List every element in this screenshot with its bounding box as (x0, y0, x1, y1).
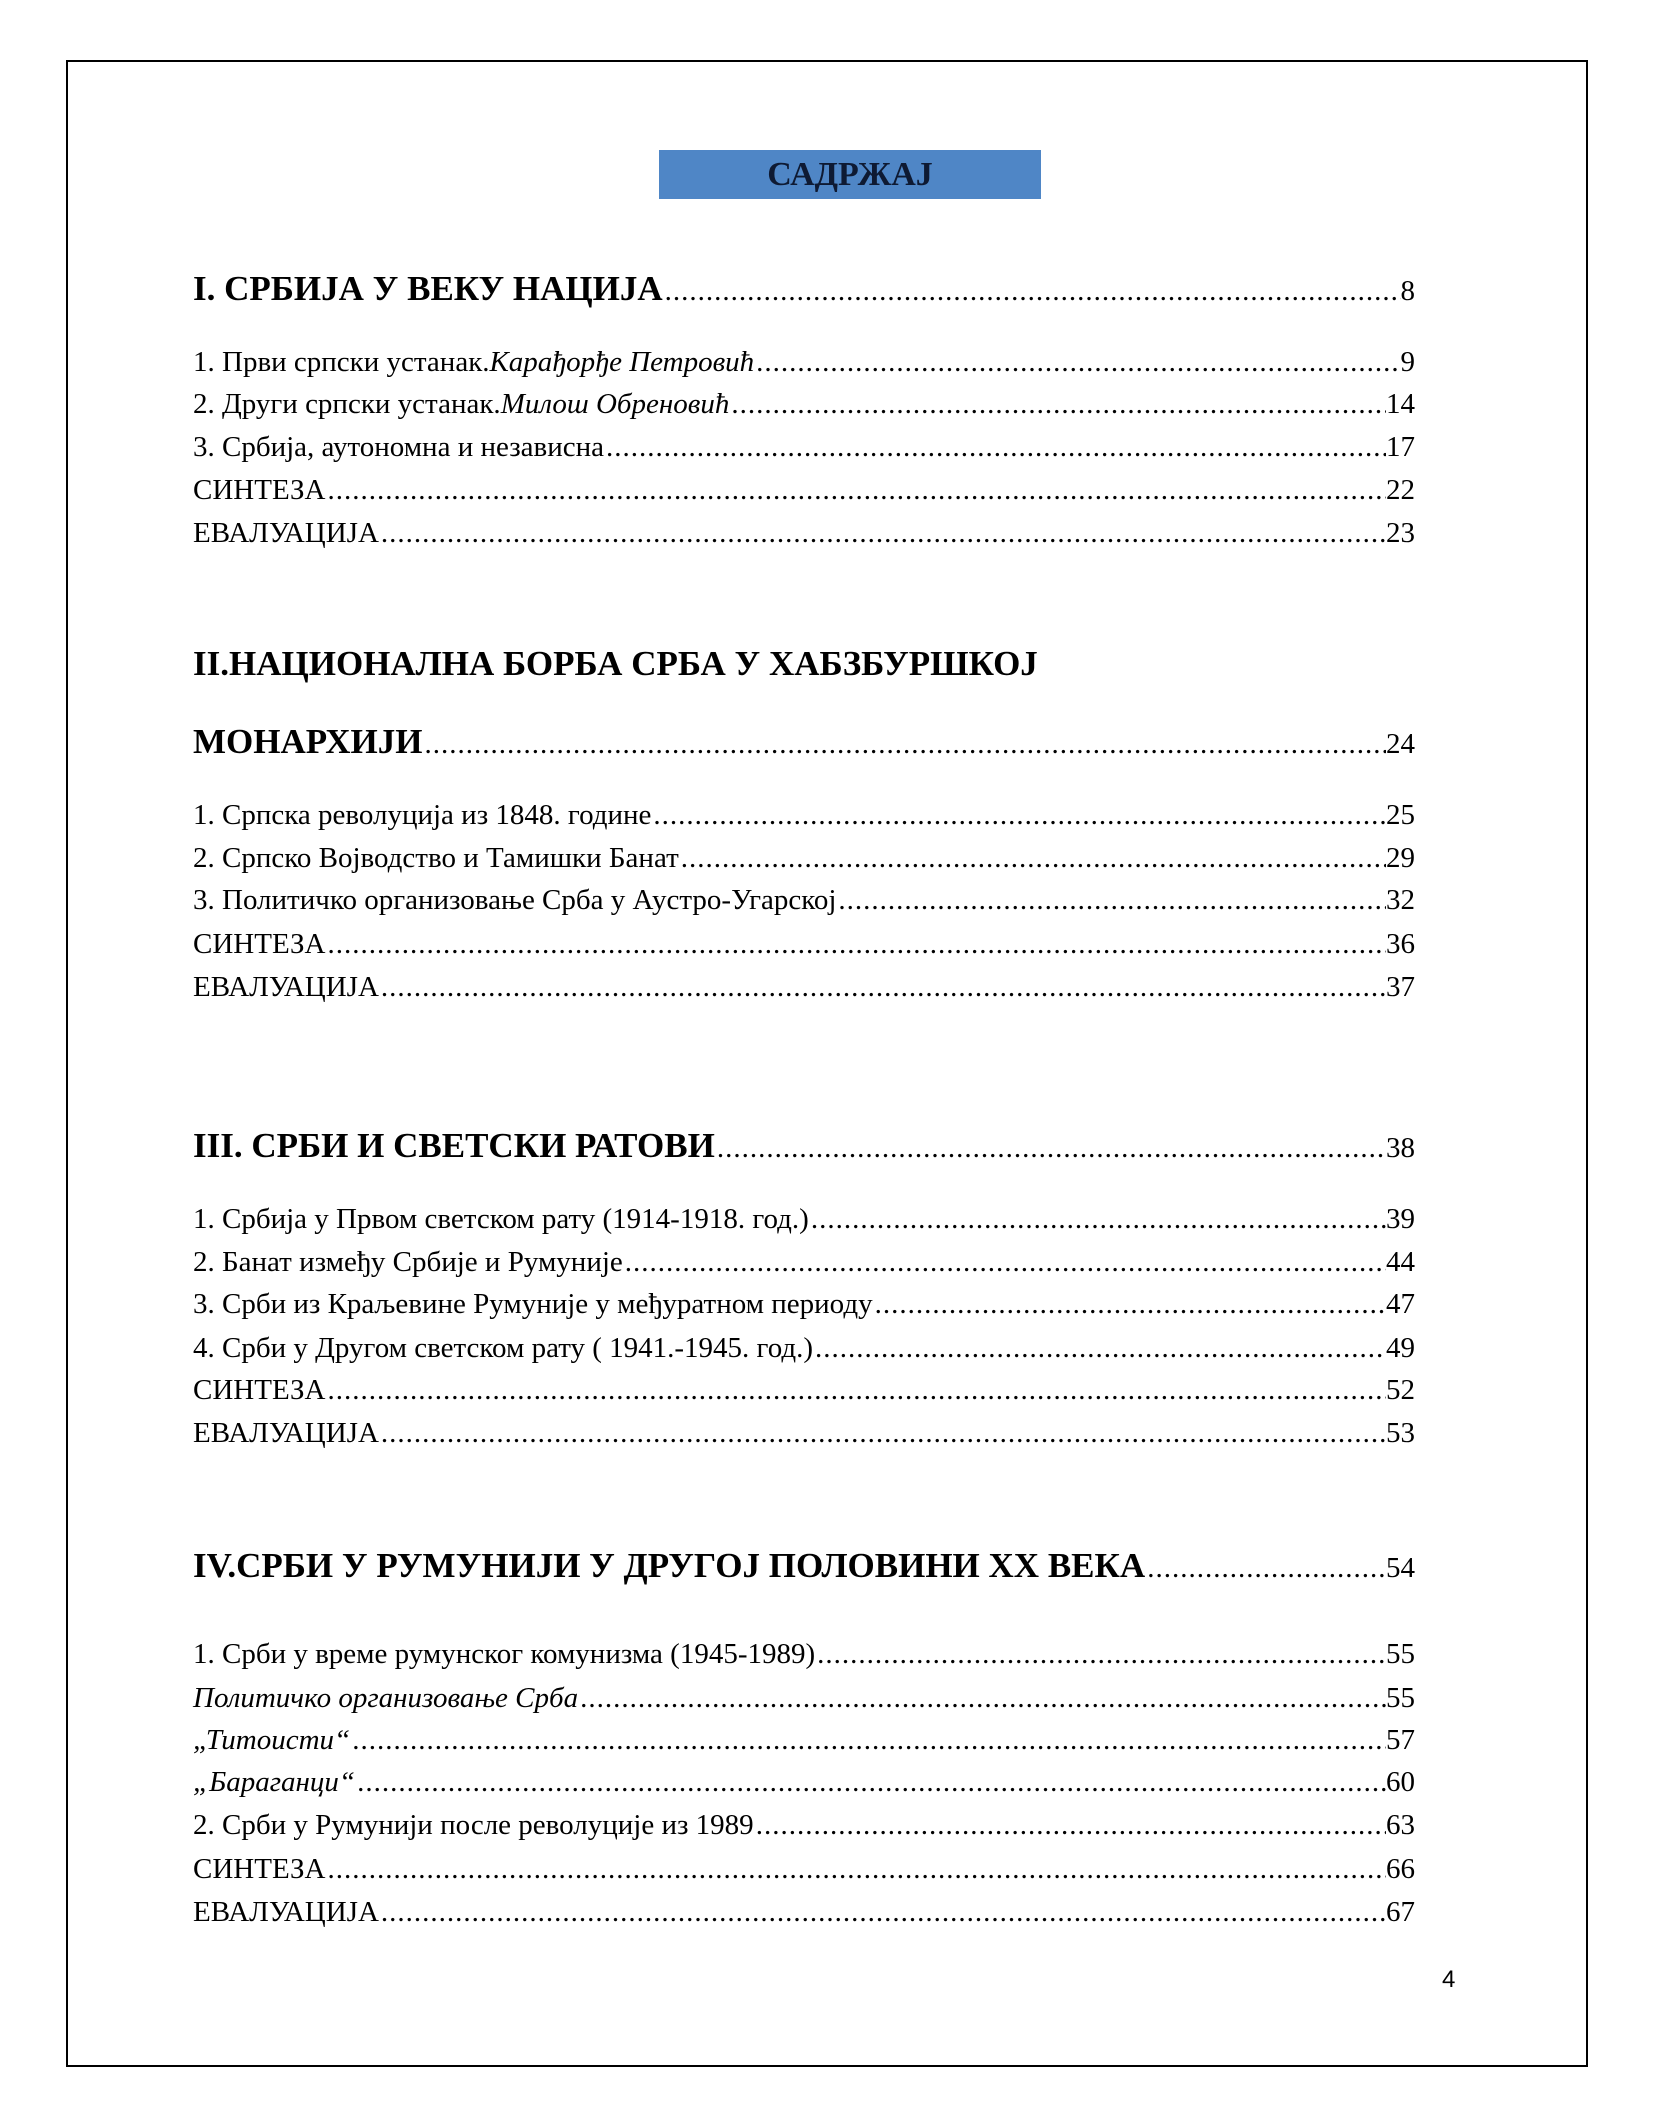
entry-title-italic: Милош Обреновић (500, 388, 730, 420)
entry-page-number: 37 (1386, 971, 1415, 1003)
dot-leader (578, 1678, 1386, 1718)
entry-page-number: 24 (1386, 728, 1415, 760)
entry-title-italic: „Титоисти“ (193, 1724, 351, 1756)
dot-leader (663, 268, 1401, 314)
entry-title: ЕВАЛУАЦИЈА (193, 971, 379, 1003)
dot-leader (873, 1284, 1386, 1324)
entry-page-number: 47 (1386, 1288, 1415, 1320)
toc-entry[interactable] (193, 880, 1415, 920)
dot-leader (604, 427, 1386, 467)
dot-leader (423, 721, 1387, 767)
entry-title: 1. Срби у време румунског комунизма (1945-1989) (193, 1638, 816, 1670)
toc-entry[interactable] (193, 1328, 1415, 1368)
toc-entry[interactable] (193, 427, 1415, 467)
entry-title: СИНТЕЗА (193, 474, 326, 506)
entry-page-number: 67 (1386, 1896, 1415, 1928)
toc-chapter-heading[interactable] (193, 719, 1415, 767)
dot-leader (379, 513, 1386, 553)
entry-title: IV.СРБИ У РУМУНИЈИ У ДРУГОЈ ПОЛОВИНИ XX ВЕКА (193, 1546, 1146, 1585)
entry-page-number: 55 (1386, 1638, 1415, 1670)
entry-page-number: 38 (1386, 1132, 1415, 1164)
entry-page-number: 36 (1386, 928, 1415, 960)
entry-title: 3. Политичко организовање Срба у Аустро-Угарској (193, 884, 837, 916)
dot-leader (379, 967, 1386, 1007)
entry-title: ЕВАЛУАЦИЈА (193, 1896, 379, 1928)
entry-title: 4. Срби у Другом светском рату ( 1941.-1945. год.) (193, 1332, 814, 1364)
dot-leader (350, 1720, 1386, 1760)
toc-entry[interactable] (193, 1199, 1415, 1239)
dot-leader (754, 1805, 1386, 1845)
entry-page-number: 14 (1386, 388, 1415, 420)
dot-leader (325, 1849, 1386, 1889)
toc-entry[interactable] (193, 1678, 1415, 1718)
entry-title-italic: „Бараганци“ (193, 1766, 356, 1798)
dot-leader (379, 1892, 1386, 1932)
entry-page-number: 60 (1386, 1766, 1415, 1798)
dot-leader (815, 1634, 1386, 1674)
entry-page-number: 63 (1386, 1809, 1415, 1841)
dot-leader (813, 1328, 1386, 1368)
toc-entry[interactable] (193, 1849, 1415, 1889)
entry-page-number: 53 (1386, 1417, 1415, 1449)
toc-entry[interactable] (193, 1720, 1415, 1760)
toc-entry[interactable] (193, 967, 1415, 1007)
entry-title: ЕВАЛУАЦИЈА (193, 517, 379, 549)
entry-title-italic: Политичко организовање Срба (193, 1682, 579, 1714)
entry-title: 1. Први српски устанак. (193, 346, 490, 378)
entry-page-number: 17 (1386, 431, 1415, 463)
toc-entry[interactable] (193, 1762, 1415, 1802)
toc-chapter-heading[interactable] (193, 266, 1415, 314)
toc-entry[interactable] (193, 342, 1415, 382)
entry-page-number: 57 (1386, 1724, 1415, 1756)
entry-title: 3. Србија, аутономна и независна (193, 431, 605, 463)
entry-page-number: 66 (1386, 1853, 1415, 1885)
toc-entry[interactable] (193, 1413, 1415, 1453)
dot-leader (809, 1199, 1386, 1239)
toc-entry[interactable] (193, 838, 1415, 878)
entry-page-number: 23 (1386, 517, 1415, 549)
entry-page-number: 9 (1400, 346, 1415, 378)
dot-leader (325, 924, 1386, 964)
dot-leader (679, 838, 1386, 878)
dot-leader (729, 384, 1386, 424)
entry-page-number: 32 (1386, 884, 1415, 916)
entry-page-number: 25 (1386, 799, 1415, 831)
toc-entry[interactable] (193, 470, 1415, 510)
entry-title: III. СРБИ И СВЕТСКИ РАТОВИ (193, 1126, 715, 1165)
dot-leader (325, 1370, 1386, 1410)
entry-title-italic: Карађорђе Петровић (489, 346, 755, 378)
toc-chapter-heading[interactable] (193, 641, 1415, 687)
entry-page-number: 49 (1386, 1332, 1415, 1364)
toc-entry[interactable] (193, 1892, 1415, 1932)
dot-leader (379, 1413, 1386, 1453)
entry-title: 2. Срби у Румунији после револуције из 1989 (193, 1809, 754, 1841)
entry-page-number: 39 (1386, 1203, 1415, 1235)
toc-title-box (659, 150, 1041, 199)
toc-entry[interactable] (193, 1284, 1415, 1324)
entry-page-number: 44 (1386, 1246, 1415, 1278)
entry-title: 3. Срби из Краљевине Румуније у међуратном периоду (193, 1288, 873, 1320)
entry-page-number: 52 (1386, 1374, 1415, 1406)
entry-title: СИНТЕЗА (193, 1374, 326, 1406)
entry-page-number: 22 (1386, 474, 1415, 506)
toc-entry[interactable] (193, 1805, 1415, 1845)
entry-page-number: 8 (1400, 275, 1415, 307)
toc-entry[interactable] (193, 1370, 1415, 1410)
entry-page-number: 29 (1386, 842, 1415, 874)
toc-title: САДРЖАЈ (767, 155, 933, 193)
toc-chapter-heading[interactable] (193, 1543, 1415, 1591)
dot-leader (754, 342, 1400, 382)
entry-title: 2. Српско Војводство и Тамишки Банат (193, 842, 679, 874)
entry-title: 1. Српска револуција из 1848. године (193, 799, 652, 831)
toc-entry[interactable] (193, 1242, 1415, 1282)
dot-leader (651, 795, 1386, 835)
entry-title: 2. Други српски устанак. (193, 388, 501, 420)
entry-title: МОНАРХИЈИ (193, 722, 423, 761)
toc-entry[interactable] (193, 795, 1415, 835)
toc-entry[interactable] (193, 384, 1415, 424)
entry-title: ЕВАЛУАЦИЈА (193, 1417, 379, 1449)
toc-entry[interactable] (193, 924, 1415, 964)
entry-title: 1. Србија у Првом светском рату (1914-1918. год.) (193, 1203, 809, 1235)
entry-title: 2. Банат између Србије и Румуније (193, 1246, 623, 1278)
entry-page-number: 55 (1386, 1682, 1415, 1714)
entry-title: СИНТЕЗА (193, 1853, 326, 1885)
entry-title: I. СРБИЈА У ВЕКУ НАЦИЈА (193, 269, 663, 308)
entry-title: II.НАЦИОНАЛНА БОРБА СРБА У ХАБЗБУРШКОЈ (193, 644, 1038, 683)
dot-leader (836, 880, 1386, 920)
toc-chapter-heading[interactable] (193, 1123, 1415, 1171)
dot-leader (715, 1125, 1386, 1171)
dot-leader (325, 470, 1386, 510)
dot-leader (355, 1762, 1386, 1802)
dot-leader (1145, 1545, 1386, 1591)
entry-title: СИНТЕЗА (193, 928, 326, 960)
toc-entry[interactable] (193, 513, 1415, 553)
toc-entry[interactable] (193, 1634, 1415, 1674)
page-number: 4 (1442, 1966, 1456, 1993)
entry-page-number: 54 (1386, 1552, 1415, 1584)
dot-leader (623, 1242, 1386, 1282)
